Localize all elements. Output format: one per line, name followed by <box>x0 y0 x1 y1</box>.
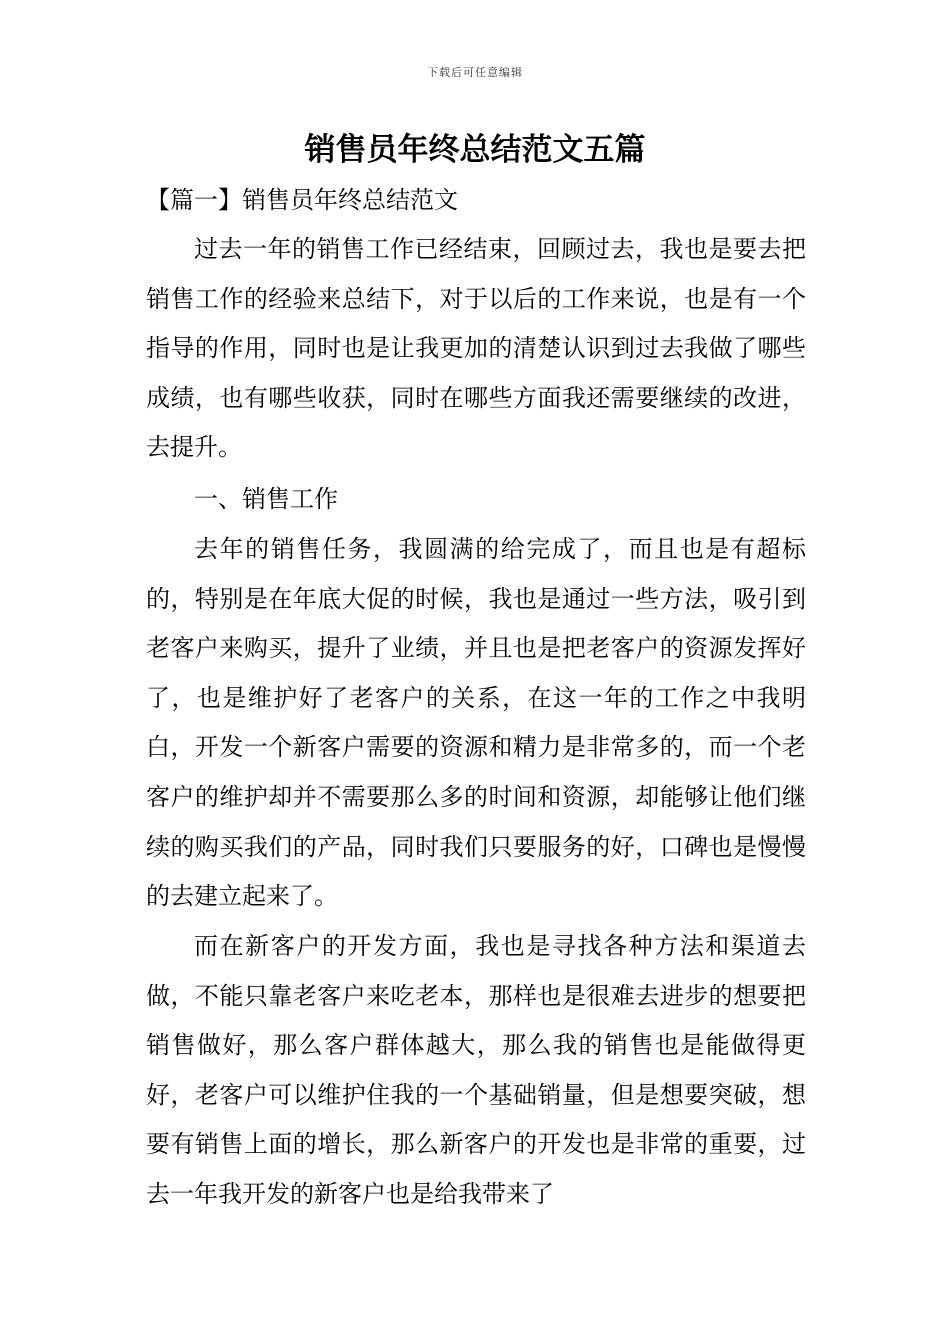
section-subheading: 【篇一】销售员年终总结范文 <box>146 186 458 214</box>
section-heading-sales-work: 一、销售工作 <box>194 485 338 513</box>
paragraph-sales-task: 去年的销售任务，我圆满的给完成了，而且也是有超标的，特别是在年底大促的时候，我也是通过一些方法，吸引到老客户来购买，提升了业绩，并且也是把老客户的资源发挥好了，也是维护好了老客户的关系，在这一年的工作之中我明白，开发一个新客户需要的资源和精力是非常多的，而一个老客户的维护却并不需要那么多的时间和资源，却能够让他们继续的购买我们的产品，同时我们只要服务的好，口碑也是慢慢的去建立起来了。 <box>146 535 806 911</box>
paragraph-intro: 过去一年的销售工作已经结束，回顾过去，我也是要去把销售工作的经验来总结下，对于以后的工作来说，也是有一个指导的作用，同时也是让我更加的清楚认识到过去我做了哪些成绩，也有哪些收获，同时在哪些方面我还需要继续的改进，去提升。 <box>146 235 806 462</box>
document-title: 销售员年终总结范文五篇 <box>304 132 646 168</box>
header-note: 下载后可任意编辑 <box>427 66 523 79</box>
paragraph-new-clients: 而在新客户的开发方面，我也是寻找各种方法和渠道去做，不能只靠老客户来吃老本，那样也是很难去进步的想要把销售做好，那么客户群体越大，那么我的销售也是能做得更好，老客户可以维护住我的一个基础销量，但是想要突破，想要有销售上面的增长，那么新客户的开发也是非常的重要，过去一年我开发的新客户也是给我带来了 <box>146 932 806 1208</box>
